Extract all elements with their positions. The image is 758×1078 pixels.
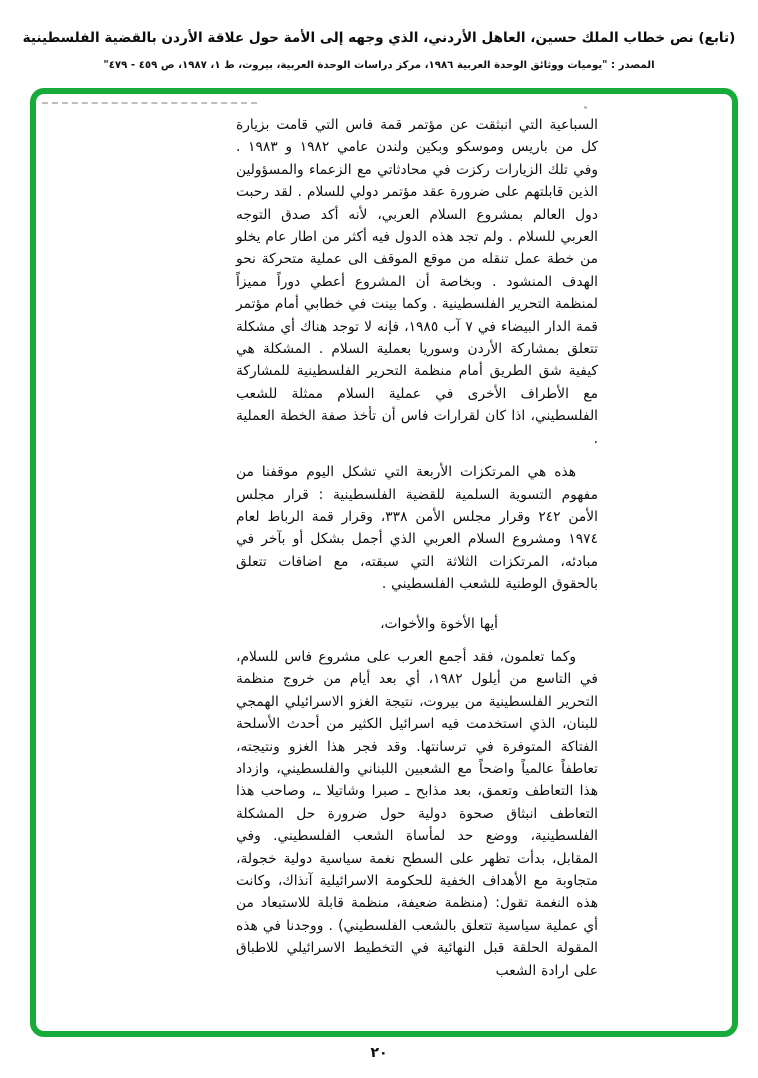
document-body xyxy=(236,114,598,982)
scan-artifact-dot xyxy=(584,106,587,109)
salutation-line: أيها الأخوة والأخوات، xyxy=(380,615,498,632)
paragraph-summit-visits: السباعية التي انبثقت عن مؤتمر قمة فاس التي قامت بزيارة كل من باريس وموسكو وبكين ولندن عامي ١٩٨٢ و ١٩٨٣ . وفي تلك الزيارات ركزت في محادثاتي مع الزعماء والمسؤولين الذين قابلتهم على ضرورة عقد مؤتمر دولي للسلام . لقد رحبت دول العالم بمشروع السلام العربي، لأنه أكد صدق التوجه العربي للسلام . ولم تجد هذه الدول فيه أكثر من اطار عام يخلو من خطة عمل تنقله من موقع الموقف الى عملية متحركة نحو الهدف المنشود . وبخاصة أن المشروع أعطي دوراً مميزاً لمنظمة التحرير الفلسطينية . وكما بينت في خطابي أمام مؤتمر قمة الدار البيضاء في ٧ آب ١٩٨٥، فإنه لا توجد هناك أي مشكلة تتعلق بمشاركة الأردن وسوريا بعملية السلام . المشكلة هي كيفية شق الطريق أمام منظمة التحرير الفلسطينية للمشاركة مع الأطراف الأخرى في عملية السلام ممثلة للشعب الفلسطيني، اذا كان لقرارات فاس أن تأخذ صفة الخطة العملية . xyxy=(236,117,599,447)
document-frame xyxy=(30,88,738,1037)
paragraph-four-pillars: هذه هي المرتكزات الأربعة التي تشكل اليوم موقفنا من مفهوم التسوية السلمية للقضية الفلسطينية : قرار مجلس الأمن ٢٤٢ وقرار مجلس الأمن ٣٣٨، وقرار قمة الرباط لعام ١٩٧٤ ومشروع السلام العربي الذي أجمل بشكل أو بآخر في مبادئه، المرتكزات الثلاثة التي سبقته، مع اضافات تتعلق بالحقوق الوطنية للشعب الفلسطيني . xyxy=(236,464,598,593)
page-number: ٢٠ xyxy=(370,1045,388,1061)
scan-artifact-line xyxy=(42,102,257,104)
paragraph-fes-plan: وكما تعلمون، فقد أجمع العرب على مشروع فاس للسلام، في التاسع من أيلول ١٩٨٢، أي بعد أيام من خروج منظمة التحرير الفلسطينية من بيروت، نتيجة الغزو الاسرائيلي الهمجي للبنان، الذي استخدمت فيه اسرائيل الكثير من أحدث الأسلحة الفتاكة المتوفرة في ترسانتها. وقد فجر هذا الغزو ونتيجته، تعاطفاً عالمياً واضحاً مع الشعبين اللبناني والفلسطيني، وازداد هذا التعاطف وتعمق، بعد مذابح ـ صبرا وشاتيلا ـ، وصاحب هذا التعاطف انبثاق صحوة دولية حول ضرورة حل المشكلة الفلسطينية، ووضع حد لمأساة الشعب الفلسطيني. وفي المقابل، بدأت تظهر على السطح نغمة سياسية دولية خجولة، متجاوبة مع الأهداف الخفية للحكومة الاسرائيلية آنذاك، وكانت هذه النغمة تقول: (منظمة ضعيفة، منظمة قابلة للاستبعاد من أي عملية سياسية تتعلق بالشعب الفلسطيني) . ووجدنا في هذه المقولة الحلقة قبل النهائية في التخطيط الاسرائيلي للاطباق على ارادة الشعب xyxy=(236,648,598,979)
document-source-citation: المصدر : "يوميات ووثائق الوحدة العربية ١٩٨٦، مركز دراسات الوحدة العربية، بيروت، ط ١، ١٩٨٧، ص ٤٥٩ - ٤٧٩" xyxy=(103,60,655,71)
document-title: (تابع) نص خطاب الملك حسين، العاهل الأردني، الذي وجهه إلى الأمة حول علاقة الأردن بالقضية الفلسطينية xyxy=(22,30,736,46)
